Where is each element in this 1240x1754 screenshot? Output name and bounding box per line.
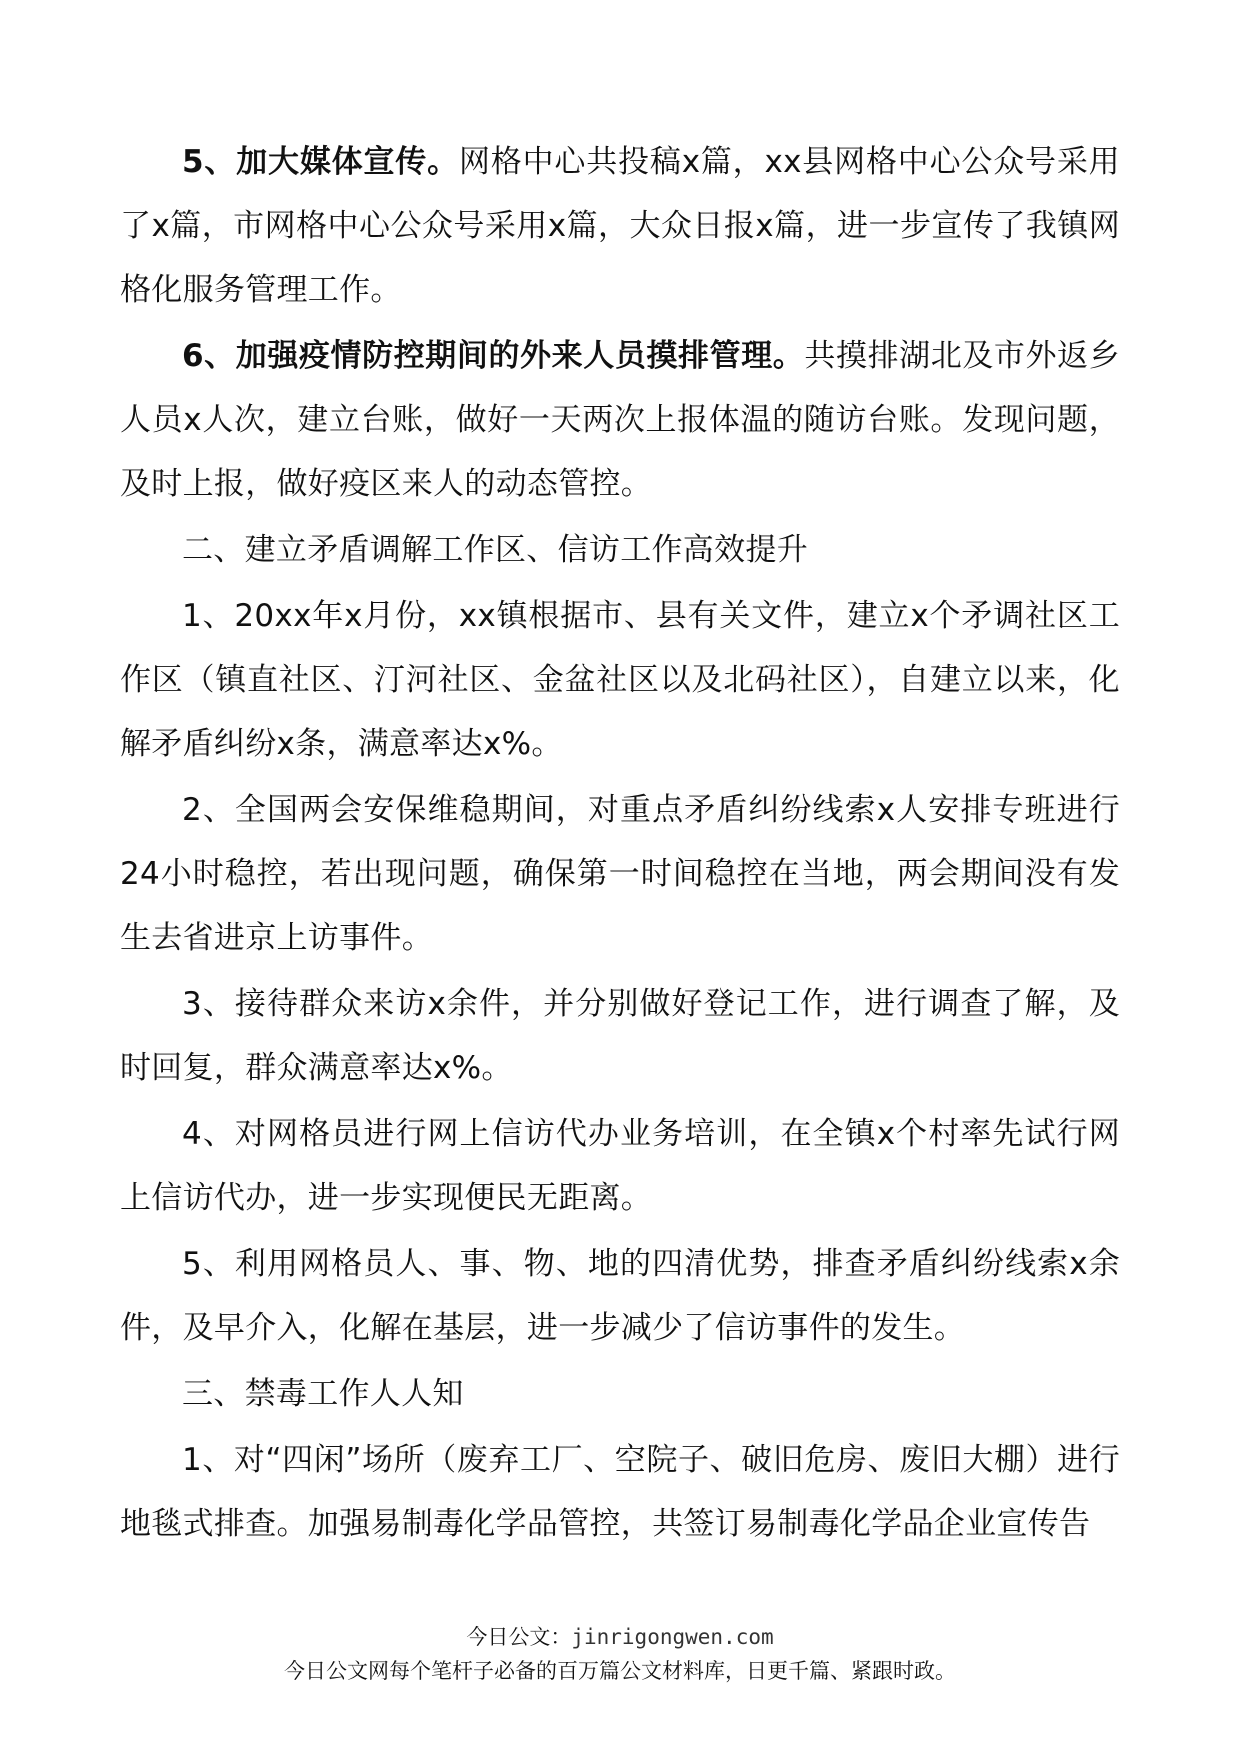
paragraph-text: 网格中心共投稿x篇，xx县网格中心公众号采用了x篇，市网格中心公众号采用x篇，大众日报x篇，进一步宣传了我镇网格化服务管理工作。 xyxy=(120,144,1120,308)
paragraph-mediation-1 xyxy=(120,584,1120,776)
paragraph-text: 二、建立矛盾调解工作区、信访工作高效提升 xyxy=(182,532,808,568)
footer-slogan: 今日公文网每个笔杆子必备的百万篇公文材料库，日更千篇、紧跟时政。 xyxy=(284,1659,956,1683)
paragraph-media-publicity xyxy=(120,130,1120,322)
paragraph-text: 5、利用网格员人、事、物、地的四清优势，排查矛盾纠纷线索x余件，及早介入，化解在基层，进一步减少了信访事件的发生。 xyxy=(120,1246,1120,1346)
paragraph-text: 1、20xx年x月份，xx镇根据市、县有关文件，建立x个矛调社区工作区（镇直社区、汀河社区、金盆社区以及北码社区），自建立以来，化解矛盾纠纷x条，满意率达x%。 xyxy=(120,598,1121,762)
footer-source-line xyxy=(0,1620,1240,1654)
section-heading-anti-drug xyxy=(120,1362,1120,1426)
paragraph-text: 1、对“四闲”场所（废弃工厂、空院子、破旧危房、废旧大棚）进行地毯式排查。加强易制毒化学品管控，共签订易制毒化学品企业宣传告 xyxy=(120,1442,1120,1542)
paragraph-heading: 5、加大媒体宣传。 xyxy=(182,144,459,180)
paragraph-text: 三、禁毒工作人人知 xyxy=(182,1376,464,1412)
paragraph-text: 共摸排湖北及市外返乡人员x人次，建立台账，做好一天两次上报体温的随访台账。发现问题，及时上报，做好疫区来人的动态管控。 xyxy=(120,338,1121,502)
page-footer xyxy=(0,1620,1240,1688)
paragraph-anti-drug-1 xyxy=(120,1428,1120,1556)
paragraph-mediation-3 xyxy=(120,972,1120,1100)
footer-source-label: 今日公文： xyxy=(466,1625,572,1649)
section-heading-mediation xyxy=(120,518,1120,582)
paragraph-text: 3、接待群众来访x余件，并分别做好登记工作，进行调查了解，及时回复，群众满意率达x%。 xyxy=(120,986,1120,1086)
footer-url-link[interactable]: jinrigongwen.com xyxy=(571,1625,774,1649)
paragraph-epidemic-screening xyxy=(120,324,1120,516)
paragraph-text: 4、对网格员进行网上信访代办业务培训，在全镇x个村率先试行网上信访代办，进一步实现便民无距离。 xyxy=(120,1116,1120,1216)
paragraph-mediation-4 xyxy=(120,1102,1120,1230)
paragraph-heading: 6、加强疫情防控期间的外来人员摸排管理。 xyxy=(182,338,805,374)
paragraph-mediation-2 xyxy=(120,778,1120,970)
document-body xyxy=(120,130,1120,1558)
paragraph-mediation-5 xyxy=(120,1232,1120,1360)
paragraph-text: 2、全国两会安保维稳期间，对重点矛盾纠纷线索x人安排专班进行24小时稳控，若出现问题，确保第一时间稳控在当地，两会期间没有发生去省进京上访事件。 xyxy=(120,792,1120,956)
